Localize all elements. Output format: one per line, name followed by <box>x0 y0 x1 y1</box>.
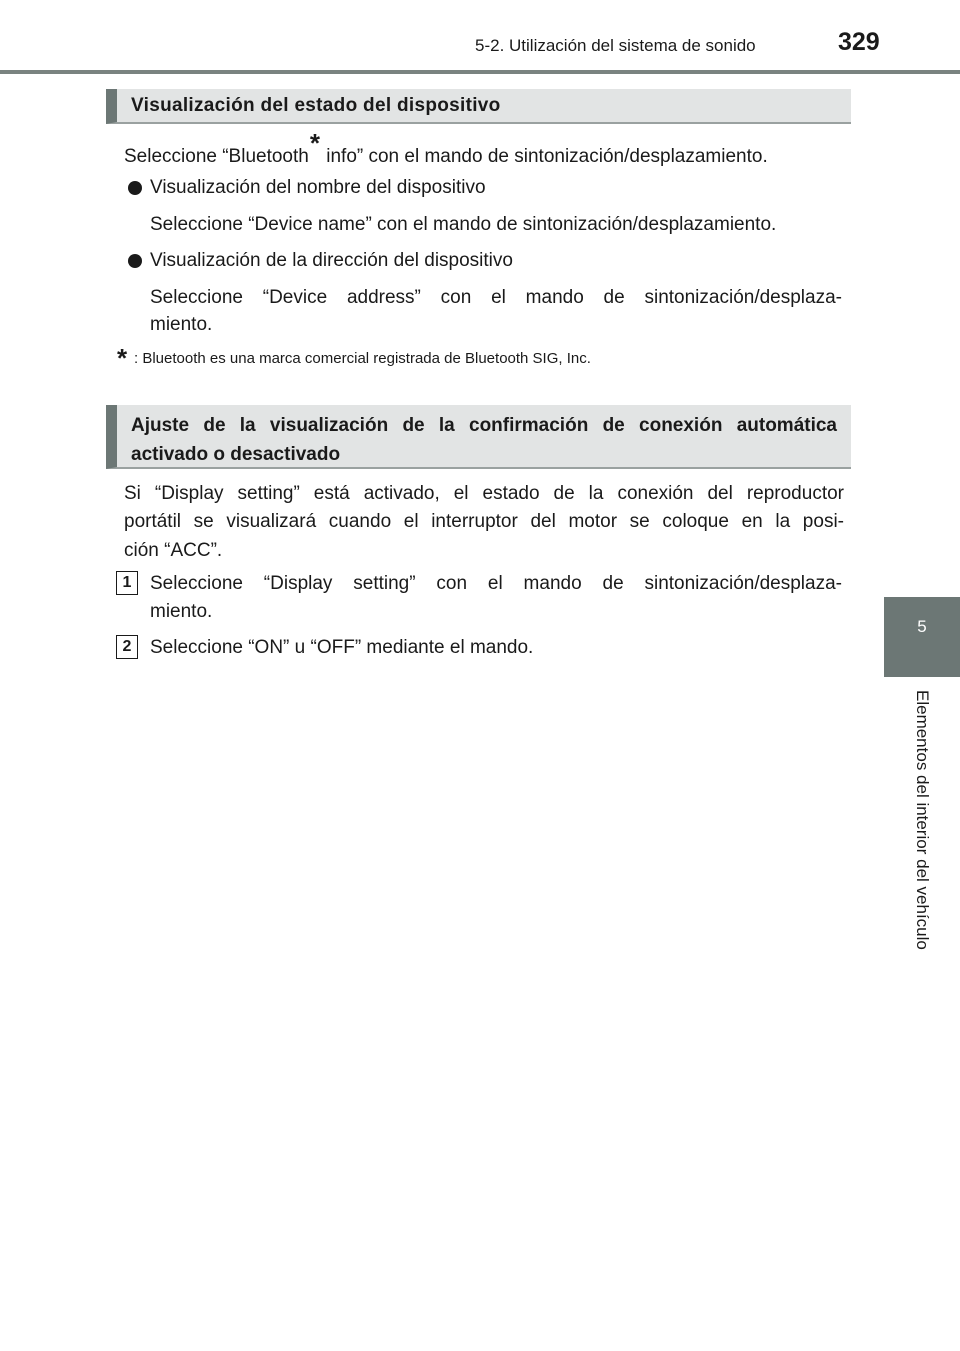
section2-intro-line3: ción “ACC”. <box>124 540 223 561</box>
bullet-title-device-address: Visualización de la dirección del dispositivo <box>150 250 513 271</box>
intro-text-end: info” con el mando de sintonización/desplazamiento. <box>320 146 768 167</box>
section1-intro <box>124 128 844 173</box>
section-heading-device-status: Visualización del estado del dispositivo <box>106 89 851 124</box>
step-number-badge: 2 <box>116 635 138 659</box>
page-number: 329 <box>838 28 880 56</box>
footnote-marker: * <box>309 128 320 158</box>
step2-text: Seleccione “ON” u “OFF” mediante el mando. <box>150 637 534 658</box>
chapter-tab <box>884 597 960 677</box>
chapter-number: 5 <box>917 617 927 636</box>
step1-text-line1: Seleccione “Display setting” con el mando de sintonización/desplaza- <box>150 573 842 594</box>
section-heading-auto-connect-display <box>106 405 851 469</box>
bullet-text-device-address-line1: Seleccione “Device address” con el mando de sintonización/desplaza- <box>150 287 842 308</box>
section2-intro-line1: Si “Display setting” está activado, el estado de la conexión del reproductor <box>124 483 844 504</box>
bullet-dot <box>128 254 142 268</box>
bullet-title-device-name: Visualización del nombre del dispositivo <box>150 177 486 198</box>
bullet-dot <box>128 181 142 195</box>
step1-text-line2: miento. <box>150 601 213 622</box>
step-number-badge: 1 <box>116 571 138 595</box>
chapter-title: Elementos del interior del vehículo <box>913 690 932 950</box>
footnote-text: : Bluetooth es una marca comercial registrada de Bluetooth SIG, Inc. <box>134 350 591 367</box>
section2-title-line2: activado o desactivado <box>131 444 341 465</box>
header-divider <box>0 70 960 74</box>
intro-text-start: Seleccione “Bluetooth <box>124 146 309 167</box>
bullet-text-device-address-line2: miento. <box>150 314 213 335</box>
chapter-title-vertical <box>882 690 960 970</box>
bullet-text-device-name: Seleccione “Device name” con el mando de sintonización/desplazamiento. <box>150 214 777 235</box>
footnote-star: * <box>117 343 128 373</box>
section2-intro-line2: portátil se visualizará cuando el interruptor del motor se coloque en la posi- <box>124 511 844 532</box>
running-header-section: 5-2. Utilización del sistema de sonido <box>475 36 756 55</box>
section2-title-line1: Ajuste de la visualización de la confirmación de conexión automática <box>131 415 837 436</box>
